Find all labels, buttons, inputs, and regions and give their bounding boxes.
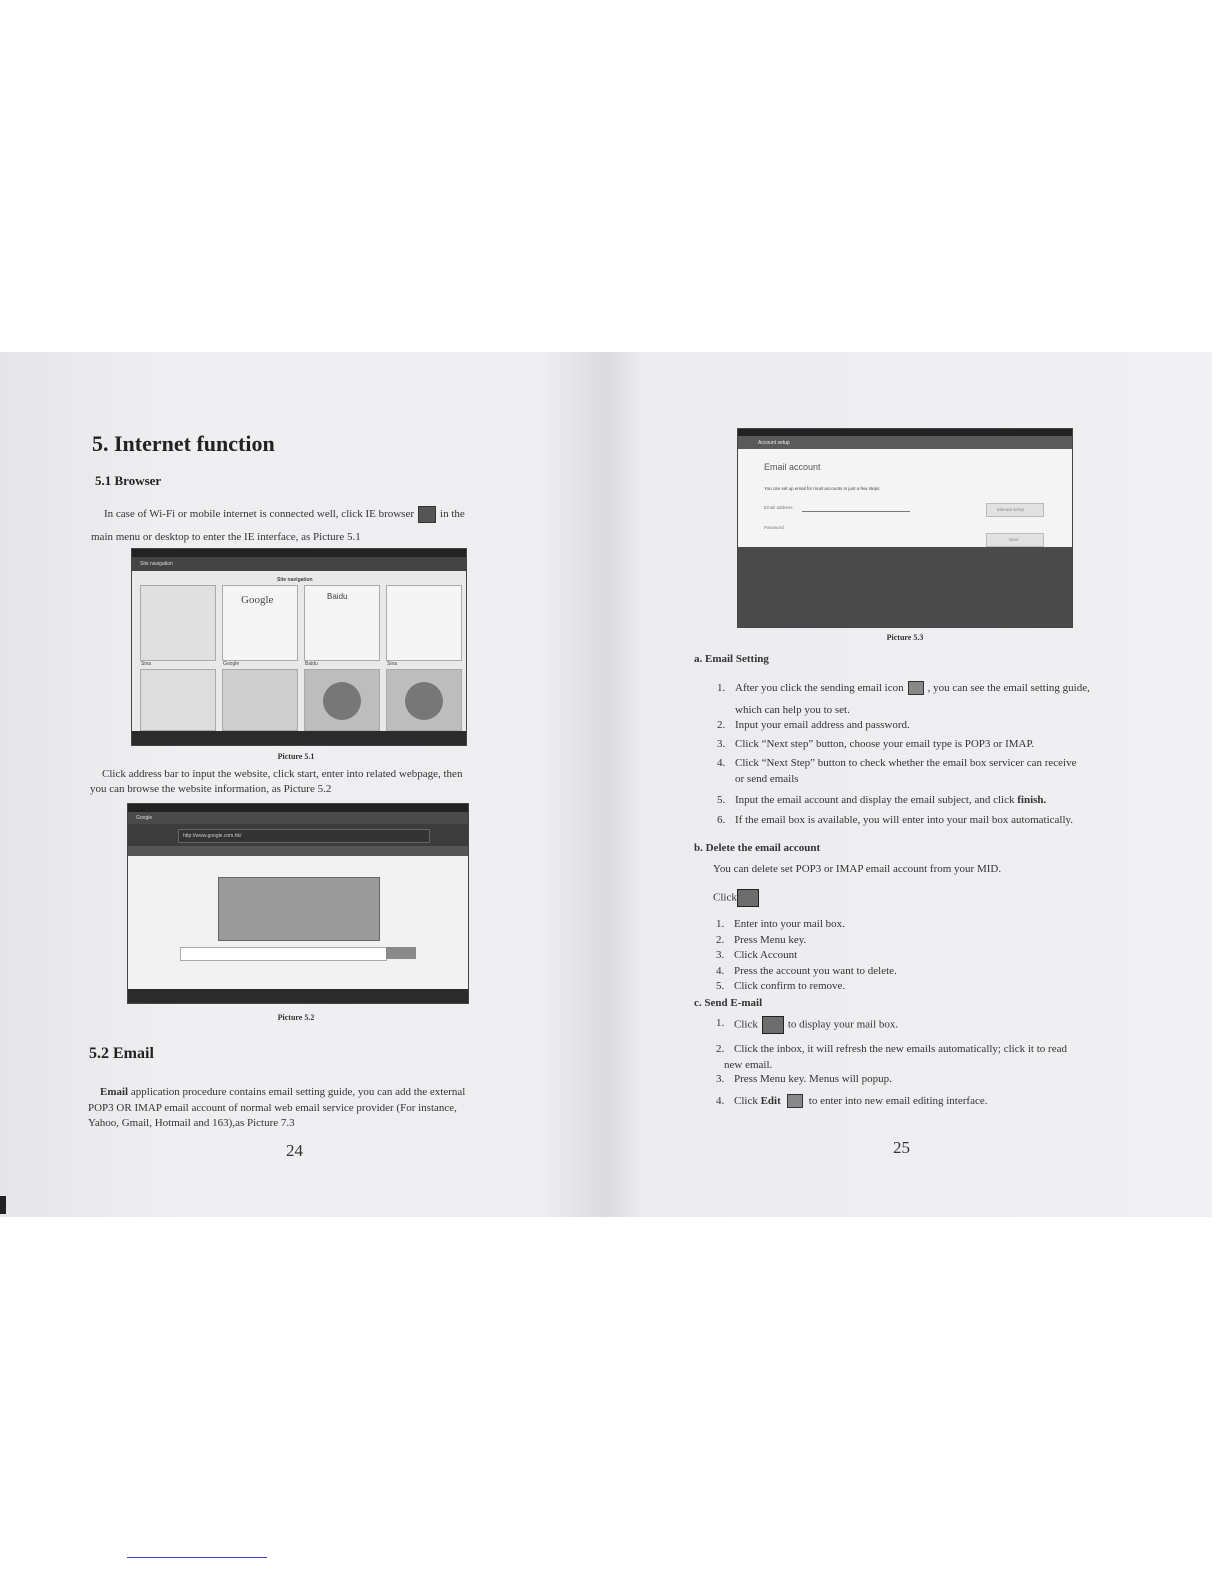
page-number-right: 25 (893, 1138, 910, 1157)
list-item (716, 1042, 1119, 1072)
globe-icon (405, 682, 443, 720)
para-text: In case of Wi-Fi or mobile internet is connected well, click IE browser (104, 508, 415, 521)
tile-google-thumb[interactable] (222, 585, 298, 661)
email-setting-steps (717, 681, 1125, 831)
step-text: to display your mail box. (787, 1018, 899, 1031)
delete-account-steps (716, 917, 1114, 995)
step-text: or send emails (735, 772, 799, 785)
step-number: 4. (716, 964, 725, 977)
step-text: Press the account you want to delete. (734, 964, 897, 977)
section-heading-send-email: c. Send E-mail (694, 997, 763, 1009)
tile-label: Baidu (305, 661, 318, 667)
tile-globe-thumb[interactable] (386, 669, 462, 731)
step-number: 3. (717, 738, 726, 750)
mail-box-icon (762, 1016, 784, 1034)
tile-label: Sina (141, 661, 152, 667)
browser-tab-bar (132, 557, 466, 571)
step-number: 1. (717, 682, 726, 694)
page-number-left: 24 (286, 1141, 303, 1160)
picture-5-3-caption: Picture 5.3 (886, 633, 924, 642)
account-setup-bar (738, 436, 1072, 449)
step-number: 1. (716, 1017, 725, 1029)
picture-5-1-screenshot (131, 548, 467, 746)
step-text: Click the inbox, it will refresh the new emails automatically; click it to read (734, 1043, 1067, 1055)
step-number: 1. (716, 918, 725, 930)
navigation-bar (132, 731, 466, 745)
section-heading-email-setting: a. Email Setting (694, 653, 769, 665)
section-heading-delete-account: b. Delete the email account (694, 842, 821, 854)
section-heading-browser: 5.1 Browser (95, 473, 162, 488)
manual-setup-label: Manual setup (997, 507, 1025, 512)
step-text: Click Account (734, 949, 798, 961)
step-text: new email. (724, 1058, 773, 1071)
tile-label: Sina (387, 661, 398, 667)
google-search-input[interactable] (180, 947, 387, 961)
step-text: , you can see the email setting guide, (927, 682, 1090, 694)
list-item (717, 737, 1125, 756)
click-label: Click (713, 891, 737, 904)
step-number: 5. (716, 980, 725, 992)
step-number: 2. (717, 719, 726, 731)
section-heading-email: 5.2 Email (89, 1045, 154, 1062)
browser-paragraph-line1 (104, 506, 524, 523)
address-paragraph-line2: you can browse the website information, as Picture 5.2 (90, 783, 332, 795)
email-address-input[interactable] (802, 511, 910, 512)
google-search-button[interactable] (386, 947, 416, 959)
browser-icon (418, 506, 436, 523)
list-item (716, 917, 1114, 933)
compose-email-icon (787, 1094, 803, 1108)
scan-edge-mark (0, 1196, 6, 1214)
tab-title: Google (136, 815, 153, 821)
step-text: Press Menu key. Menus will popup. (734, 1073, 892, 1085)
para-text: in the (440, 508, 465, 521)
email-paragraph-line2: POP3 OR IMAP email account of normal web email service provider (For instance, (88, 1102, 457, 1114)
step-text: Click confirm to remove. (734, 980, 846, 992)
status-bar (128, 804, 468, 812)
step-text: which can help you to set. (735, 703, 850, 716)
step-text: Press Menu key. (734, 933, 807, 946)
step-text: to enter into new email editing interface. (808, 1095, 988, 1107)
step-number: 4. (717, 757, 726, 769)
app-bar-title: Account setup (758, 440, 790, 446)
address-input[interactable] (178, 829, 430, 843)
list-item (717, 813, 1125, 831)
list-item (717, 681, 1125, 718)
delete-account-paragraph: You can delete set POP3 or IMAP email account from your MID. (713, 863, 1002, 875)
step-number: 2. (716, 933, 725, 946)
manual-setup-button[interactable] (986, 503, 1044, 517)
step-number: 6. (717, 814, 726, 826)
status-bar (738, 429, 1072, 436)
google-logo-text: Google (241, 594, 274, 606)
picture-5-2-screenshot (127, 803, 469, 1004)
google-doodle-image (218, 877, 380, 941)
list-item (716, 933, 1114, 949)
tab-title: Site navigation (140, 561, 173, 567)
step-number: 4. (716, 1095, 725, 1107)
step-text: If the email box is available, you will enter into your mail box automatically. (735, 814, 1074, 826)
step-text: Enter into your mail box. (734, 918, 845, 930)
email-bold-term: Email (100, 1086, 129, 1098)
site-navigation-header: Site navigation (277, 577, 313, 583)
step-number: 3. (716, 1073, 725, 1085)
globe-icon (323, 682, 361, 720)
next-button[interactable] (986, 533, 1044, 547)
step-text: Input your email address and password. (735, 719, 910, 731)
tile-photo-thumb[interactable] (222, 669, 298, 731)
step-text: After you click the sending email icon (735, 682, 904, 694)
step-text: Click “Next step” button, choose your email type is POP3 or IMAP. (735, 738, 1035, 750)
send-email-icon (908, 681, 924, 695)
chapter-title: 5. Internet function (92, 431, 275, 456)
list-item (717, 718, 1125, 737)
baidu-logo-text: Baidu (327, 592, 348, 601)
list-item (716, 964, 1114, 980)
step-number: 2. (716, 1043, 725, 1055)
step-text: Click (734, 1095, 761, 1107)
list-item (716, 1094, 1119, 1110)
address-paragraph-line1: Click address bar to input the website, click start, enter into related webpage, then (102, 768, 463, 780)
password-label: Password (764, 525, 784, 530)
navigation-bar (128, 989, 468, 1003)
browser-paragraph-line2: main menu or desktop to enter the IE interface, as Picture 5.1 (91, 531, 361, 543)
picture-5-3-screenshot (737, 428, 1073, 628)
send-email-steps (716, 1016, 1119, 1110)
list-item (717, 793, 1125, 813)
click-mail-line (713, 889, 763, 907)
step-bold-text: Edit (760, 1095, 781, 1107)
step-text: Click (734, 1018, 758, 1031)
tile-globe-thumb[interactable] (304, 669, 380, 731)
step-text: Input the email account and display the email subject, and click (735, 794, 1018, 806)
next-label: Next (1009, 537, 1019, 542)
tile-blank-thumb[interactable] (386, 585, 462, 661)
step-number: 5. (717, 794, 726, 806)
status-bar (132, 549, 466, 557)
picture-5-2-caption: Picture 5.2 (277, 1013, 315, 1022)
email-paragraph-line3: Yahoo, Gmail, Hotmail and 163),as Picture 7.3 (88, 1117, 295, 1129)
list-item (717, 756, 1125, 793)
address-bar-row (128, 824, 468, 846)
list-item (716, 1072, 1119, 1094)
step-bold-text: finish. (1017, 794, 1047, 806)
email-paragraph-line1 (100, 1084, 520, 1100)
picture-5-1-caption: Picture 5.1 (277, 752, 315, 761)
setup-subtext: You can set up email for most accounts in just a few steps. (764, 486, 881, 491)
step-text: Click “Next Step” button to check whether the email box servicer can receive (735, 757, 1077, 769)
mail-app-icon (737, 889, 759, 907)
step-number: 3. (716, 949, 725, 961)
tile-sina-thumb[interactable] (140, 585, 216, 661)
list-item (716, 1016, 1119, 1042)
tile-label: Google (223, 661, 240, 667)
footer-rule (127, 1557, 267, 1558)
tile-news-thumb[interactable] (140, 669, 216, 731)
list-item (716, 948, 1114, 964)
list-item (716, 979, 1114, 995)
email-address-label: Email address (764, 505, 793, 510)
para-text: application procedure contains email setting guide, you can add the external (128, 1086, 466, 1098)
url-text: http://www.google.com.hk/ (183, 833, 242, 839)
google-toolbar (128, 846, 468, 856)
tile-baidu-thumb[interactable] (304, 585, 380, 661)
email-account-heading: Email account (764, 462, 821, 472)
keyboard-area (738, 547, 1072, 627)
browser-tab-bar (128, 812, 468, 824)
